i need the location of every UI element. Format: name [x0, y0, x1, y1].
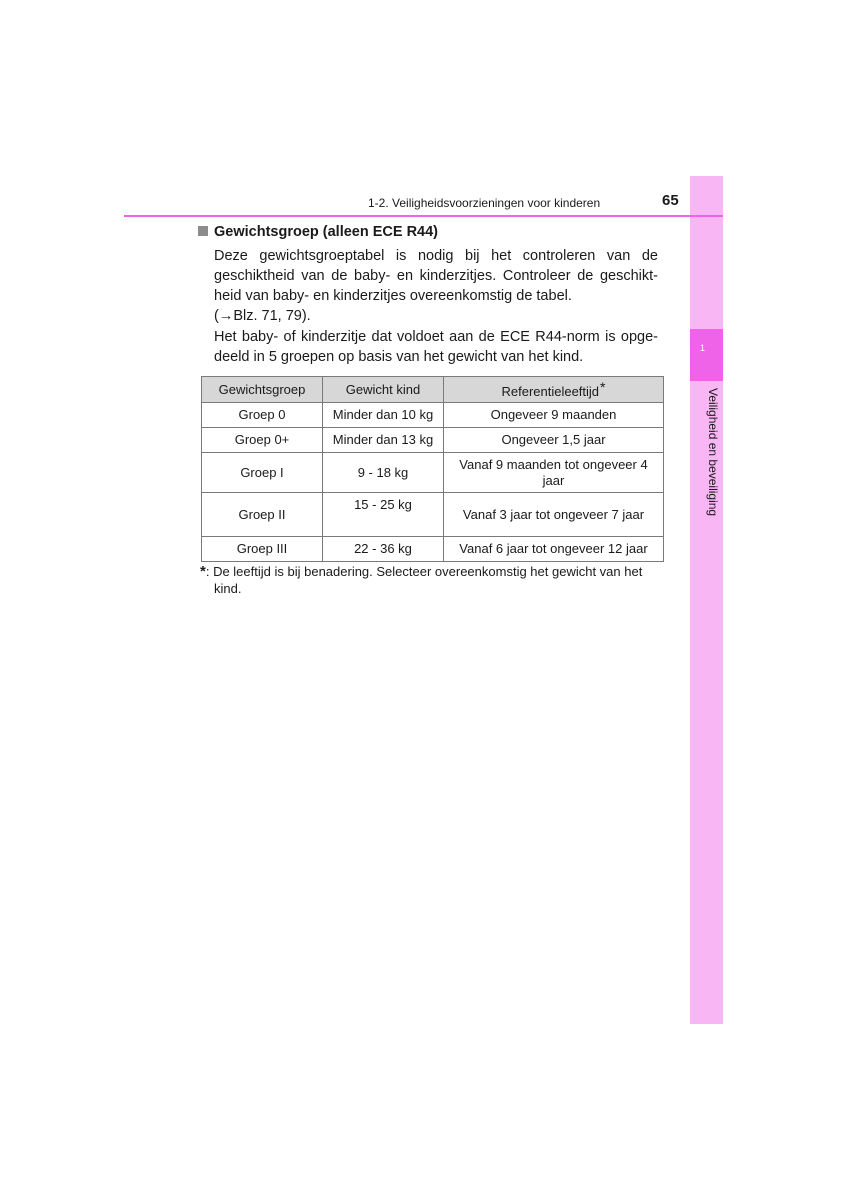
table-cell: Groep I — [202, 453, 323, 493]
table-row — [202, 493, 664, 537]
weight-group-table — [201, 376, 664, 562]
table-cell: 15 - 25 kg — [323, 493, 444, 537]
table-cell: 22 - 36 kg — [323, 537, 444, 562]
table-row — [202, 537, 664, 562]
groups-paragraph: Het baby- of kinderzitje dat voldoet aan de ECE R44-norm is opge-deeld in 5 groepen op basis van het gewicht van het kind. — [214, 329, 658, 365]
asterisk-marker: * — [600, 379, 606, 395]
table-cell: Vanaf 3 jaar tot ongeveer 7 jaar — [444, 493, 664, 537]
table-cell: Vanaf 9 maanden tot ongeveer 4 jaar — [444, 453, 664, 493]
section-heading-text: Gewichtsgroep (alleen ECE R44) — [214, 224, 439, 240]
page-reference-link[interactable]: (→Blz. 71, 79). — [214, 308, 311, 324]
table-header-cell: Gewicht kind — [323, 377, 444, 403]
chapter-number: 1 — [699, 343, 705, 353]
table-header-text: Referentieleeftijd — [501, 384, 600, 399]
section-heading — [198, 224, 438, 240]
table-header-cell — [444, 377, 664, 403]
intro-paragraph — [214, 246, 658, 326]
intro-text: Deze gewichtsgroeptabel is nodig bij het controleren van de geschiktheid van de baby- en kinderzitjes. Controleer de geschikt-heid van baby- en kinderzitjes overeenkomstig de tabel. — [214, 248, 658, 304]
chapter-side-tab — [690, 176, 723, 1024]
page-number: 65 — [662, 192, 679, 209]
table-cell: Groep 0 — [202, 403, 323, 428]
table-header-cell: Gewichtsgroep — [202, 377, 323, 403]
footnote — [200, 563, 662, 597]
table-cell: Ongeveer 1,5 jaar — [444, 428, 664, 453]
table-row — [202, 428, 664, 453]
chapter-side-tab-active — [690, 329, 723, 381]
square-bullet-icon — [198, 226, 208, 236]
table-header-row — [202, 377, 664, 403]
footnote-text-continued: kind. — [214, 581, 242, 596]
table-cell: Ongeveer 9 maanden — [444, 403, 664, 428]
table-cell: 9 - 18 kg — [323, 453, 444, 493]
table-cell: Groep II — [202, 493, 323, 537]
chapter-title: Veiligheid en beveiliging — [706, 388, 720, 517]
footnote-text: : De leeftijd is bij benadering. Selecteer overeenkomstig het gewicht van het — [205, 564, 643, 579]
header-divider — [124, 215, 723, 217]
footnote-marker: * — [200, 563, 206, 580]
table-cell: Vanaf 6 jaar tot ongeveer 12 jaar — [444, 537, 664, 562]
table-cell: Groep III — [202, 537, 323, 562]
table-row — [202, 453, 664, 493]
table-cell: Groep 0+ — [202, 428, 323, 453]
section-header-title: 1-2. Veiligheidsvoorzieningen voor kinderen — [368, 196, 601, 210]
table-cell: Minder dan 13 kg — [323, 428, 444, 453]
table-cell: Minder dan 10 kg — [323, 403, 444, 428]
table-row — [202, 403, 664, 428]
